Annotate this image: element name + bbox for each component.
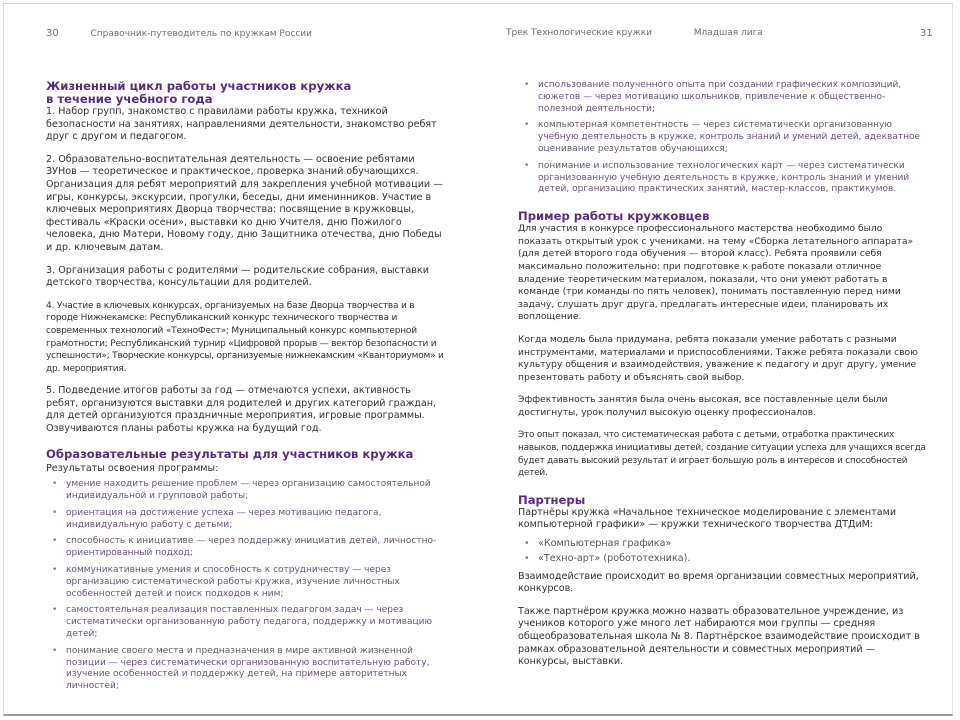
right-content [518,80,926,679]
list-item: • компьютерная компетентность — через систематически организованную учебную деятельность в кружке, контроль знаний и умений детей, адекватное оценивание результатов обучающихся; [538,120,926,155]
list-item: • способность к инициативе — через поддержку инициатив детей, личностно-ориентированный подход; [66,536,446,560]
partners-list [518,538,926,565]
left-running-header [46,28,312,39]
right-running-header [506,28,763,38]
list-item: • понимание и использование технологических карт — через систематически организованную учебную деятельность в кружке, контроль знаний и умений детей, организацию практических занятий, мастер-классов, практикумов. [538,161,926,196]
list-item: • коммуникативные умения и способность к сотрудничеству — через организацию систематической работы кружка, изучение личностных особенностей детей и поиск подходов к ним; [66,565,446,600]
list-item: • умение находить решение проблем — через организацию самостоятельной индивидуальной и групповой работы; [66,479,446,503]
results-intro: Результаты освоения программы: [46,462,219,474]
league-title: Младшая лига [693,28,763,38]
results-heading: Образовательные результаты для участников кружка [46,446,414,461]
running-title: Справочник-путеводитель по кружкам России [90,29,312,39]
paragraph: Это опыт показал, что систематическая работа с детьми, отработка практических навыков, поддержка инициативы детей, создание ситуации успеха для учащихся всегда будет давать высокий результат и играет большую роль в интересов и способностей детей. [518,430,926,479]
right-page-number-wrap [920,28,933,39]
page-number: 31 [920,28,933,39]
paragraph: 4. Участие в ключевых конкурсах, организуемых на базе Дворца творчества и в городе Нижнекамске: Республиканский конкурс технического творчества и современных технологий «ТехноФест»; Муниципальный конкурс компьютерной грамотности; Республиканский турнир «Цифровой прорыв — вектор безопасности и успешности»; Творческие конкурсы, организуемые нижнекамским «Кванториумом» и др. мероприятия. [46,300,444,374]
page-number: 30 [46,28,59,39]
lifecycle-heading: Жизненный цикл работы участников кружка в течение учебного года [46,79,352,106]
paragraph: Также партнёром кружка можно назвать образовательное учреждение, из учеников которого уже много лет набираются мои группы — средняя общеобразовательная школа № 8. Партнёрское взаимодействие происходит в рамках образовательной деятельности и совместных мероприятий — конкурсы, выставки. [518,605,920,668]
partners-intro: Партнёры кружка «Начальное техническое моделирование с элементами компьютерной графики» — кружки технического творчества ДТДиМ: [518,506,897,531]
list-item: • «Компьютерная графика» [538,538,926,550]
paragraph: Когда модель была придумана, ребята показали умение работать с разными инструментами, материалами и приспособлениями. Также ребята показали свою культуру общения и взаимодействия, уважение к педагогу и друг другу, умение презентовать работу и объяснять свой выбор. [518,333,918,383]
list-item: • самостоятельная реализация поставленных педагогом задач — через систематически организованную работу педагога, поддержку и мотивацию детей; [66,605,446,640]
track-title: Трек Технологические кружки [506,28,652,38]
paragraph: Взаимодействие происходит во время организации совместных мероприятий, конкурсов. [518,570,919,595]
list-item: • ориентация на достижение успеха — через мотивацию педагога, индивидуальную работу с детьми; [66,508,446,532]
example-heading: Пример работы кружковцев [518,209,710,224]
continued-results-list [518,80,926,196]
list-item: • «Техно-арт» (робототехника). [538,553,926,565]
paragraph: Для участия в конкурсе профессионального мастерства необходимо было показать открытый урок с учениками. на тему «Сборка летательного аппарата» (для детей второго года обучения — второй класс). Ребята проявили себя максимально положительно: при подготовке к работе показали отличное владение теоретическим материалом, показали, что они умеют работать в команде (три команды по пять человек), понимать поставленную перед ними задачу, слушать друг друга, предлагать интересные идеи, планировать их воплощение. [518,223,914,323]
paragraph: 1. Набор групп, знакомство с правилами работы кружка, техникой безопасности на занятиях, направлениями деятельности, знакомство ребят друг с другом и педагогом. [46,106,437,143]
paragraph: Эффективность занятия была очень высокая, все поставленные цели были достигнуты, урок получил высокую оценку профессионалов. [518,394,888,418]
paragraph: 2. Образовательно-воспитательная деятельность — освоение ребятами ЗУНов — теоретическое и практическое, проверка знаний обучающихся. Организация для ребят мероприятий для закрепления учебной мотивации — игры, конкурсы, экскурсии, прогулки, беседы, дни именинников. Участие в ключевых мероприятиях Дворца творчества: посвящение в кружковцы, фестиваль «Краски осени», выставки ко дню Учителя, дню Пожилого человека, дню Матери, Новому году, дню Защитника отечества, дню Победы и др. ключевым датам. [46,153,443,253]
list-item: • использование полученного опыта при создании графических композиций, сюжетов — через мотивацию школьников, привлечение к общественно-полезной деятельности; [538,80,926,115]
right-page [480,0,960,720]
paragraph: 5. Подведение итогов работы за год — отмечаются успехи, активность ребят, организуются выставки для родителей и других категорий граждан, для детей организуются праздничные мероприятия, игровые программы. Озвучиваются планы работы кружка на будущий год. [46,385,437,435]
left-content [46,80,446,698]
partners-heading: Партнеры [518,492,586,507]
paragraph: 3. Организация работы с родителями — родительские собрания, выставки детского творчества, консультации для родителей. [46,264,429,289]
results-list [46,479,446,693]
list-item: • понимание своего места и предназначения в мире активной жизненной позиции — через систематически организованную воспитательную работу, изучение особенностей и поддержку детей, на примере авторитетных личностей; [66,646,446,693]
